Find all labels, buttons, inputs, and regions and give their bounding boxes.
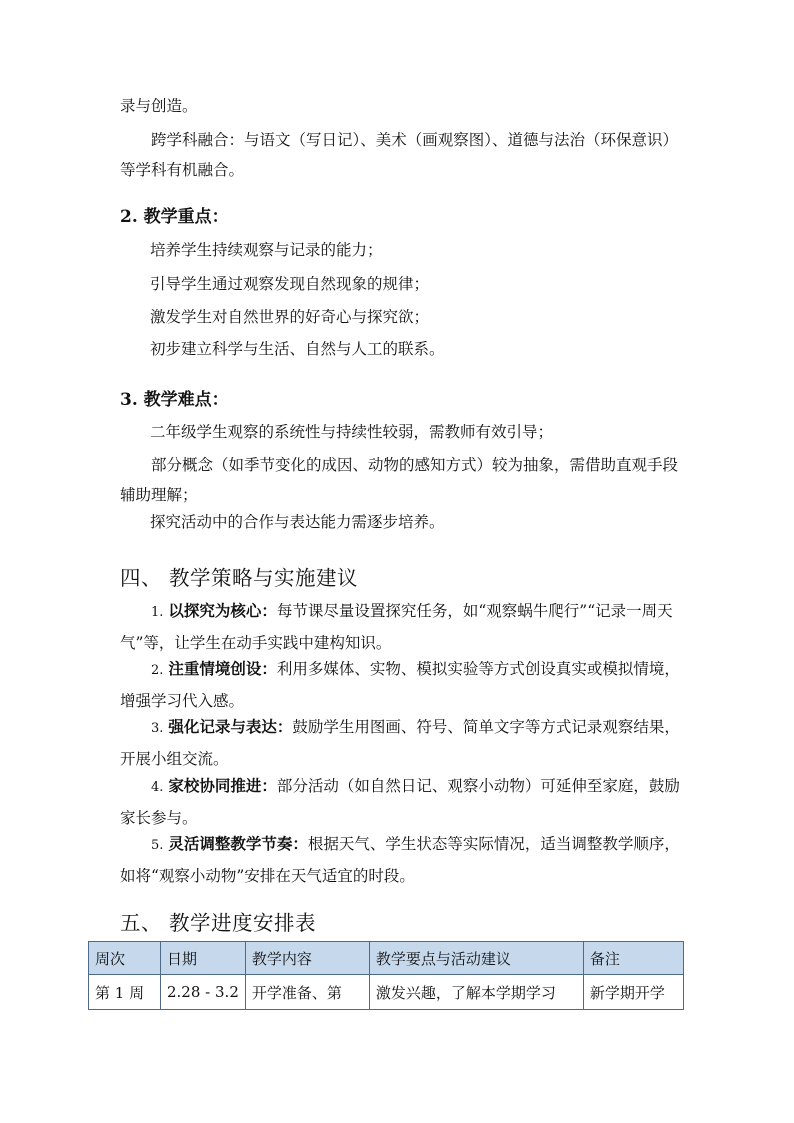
strategy-number: 4. — [151, 780, 164, 795]
strategy-item — [120, 829, 680, 891]
strategy-title: 灵活调整教学节奏： — [168, 834, 308, 853]
strategy-text: 鼓励学生用图画、符号、简单文字等方式记录观察结果，开展小组交流。 — [120, 718, 680, 768]
table-cell: 激发兴趣，了解本学期学习 — [369, 975, 583, 1010]
column-header: 教学内容 — [245, 942, 369, 975]
strategy-number: 3. — [151, 721, 164, 736]
strategy-title: 注重情境创设： — [168, 659, 277, 678]
strategy-number: 1. — [151, 605, 164, 620]
strategy-item — [120, 596, 680, 658]
focus-item: 培养学生持续观察与记录的能力； — [150, 241, 383, 259]
difficulty-item: 探究活动中的合作与表达能力需逐步培养。 — [150, 513, 445, 531]
strategy-text: 利用多媒体、实物、模拟实验等方式创设真实或模拟情境，增强学习代入感。 — [120, 660, 680, 710]
section-5-heading: 五、 教学进度安排表 — [120, 911, 317, 935]
strategy-title: 家校协同推进： — [168, 776, 277, 795]
table-header-row — [89, 942, 684, 975]
focus-item: 初步建立科学与生活、自然与人工的联系。 — [150, 340, 445, 358]
table-cell: 新学期开学 — [583, 975, 683, 1010]
strategy-item — [120, 654, 680, 716]
column-header: 备注 — [583, 942, 683, 975]
difficulty-item: 二年级学生观察的系统性与持续性较弱，需教师有效引导； — [150, 423, 554, 441]
column-header: 周次 — [89, 942, 161, 975]
intro-line: 录与创造。 — [120, 97, 198, 115]
column-header: 日期 — [161, 942, 246, 975]
table-cell: 第 1 周 — [89, 975, 161, 1010]
strategy-number: 2. — [151, 663, 164, 678]
focus-heading: 2. 教学重点： — [120, 207, 229, 227]
difficulty-item: 部分概念（如季节变化的成因、动物的感知方式）较为抽象，需借助直观手段辅助理解； — [120, 456, 679, 504]
strategy-number: 5. — [151, 838, 164, 853]
strategy-text: 根据天气、学生状态等实际情况，适当调整教学顺序，如将“观察小动物”安排在天气适宜的时段。 — [120, 835, 680, 885]
strategy-item — [120, 771, 680, 833]
strategy-text: 每节课尽量设置探究任务，如“观察蜗牛爬行”“记录一周天气”等，让学生在动手实践中建构知识。 — [120, 602, 673, 652]
focus-item: 引导学生通过观察发现自然现象的规律； — [150, 275, 430, 293]
table-cell: 开学准备、第 — [245, 975, 369, 1010]
section-4-heading: 四、 教学策略与实施建议 — [120, 566, 359, 590]
schedule-table — [88, 941, 684, 1010]
table-row — [89, 975, 684, 1010]
strategy-title: 以探究为核心： — [168, 601, 277, 620]
table-cell: 2.28 - 3.2 — [161, 975, 246, 1010]
focus-item: 激发学生对自然世界的好奇心与探究欲； — [150, 308, 430, 326]
strategy-item — [120, 712, 680, 774]
difficulty-heading: 3. 教学难点： — [120, 390, 229, 410]
cross-discipline-paragraph: 跨学科融合：与语文（写日记）、美术（画观察图）、道德与法治（环保意识）等学科有机融合。 — [120, 131, 679, 179]
strategy-title: 强化记录与表达： — [168, 717, 293, 736]
column-header: 教学要点与活动建议 — [369, 942, 583, 975]
strategy-text: 部分活动（如自然日记、观察小动物）可延伸至家庭，鼓励家长参与。 — [120, 777, 680, 827]
